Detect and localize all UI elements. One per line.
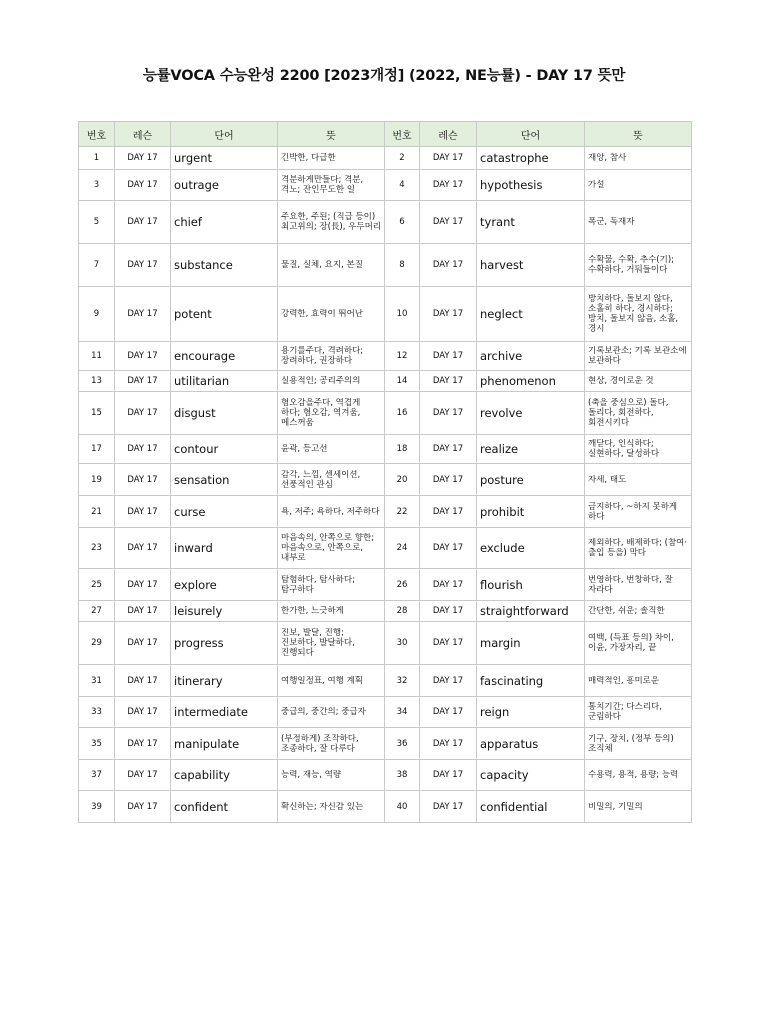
cell-meaning [585, 791, 692, 823]
cell-meaning [278, 392, 385, 435]
cell-num: 26 [385, 569, 420, 601]
meaning-text: 실용적인; 공리주의의 [281, 376, 361, 386]
table-row [79, 728, 692, 760]
cell-num: 13 [79, 371, 115, 392]
cell-lesson: DAY 17 [420, 244, 477, 287]
cell-word: phenomenon [477, 371, 585, 392]
meaning-text: 매력적인, 흥미로운 [588, 675, 660, 686]
cell-word: catastrophe [477, 147, 585, 170]
cell-lesson: DAY 17 [420, 601, 477, 622]
cell-meaning [585, 569, 692, 601]
cell-lesson: DAY 17 [115, 622, 171, 665]
table-row [79, 496, 692, 528]
header-number: 번호 [385, 122, 420, 147]
cell-num: 10 [385, 287, 420, 342]
meaning-text: 감각, 느낌, 센세이션, 선풍적인 관심 [281, 469, 361, 490]
meaning-text: 가설 [588, 180, 605, 190]
cell-num: 5 [79, 201, 115, 244]
cell-meaning [278, 791, 385, 823]
meaning-text: 물질, 실체, 요지, 본질 [281, 260, 363, 270]
cell-meaning [278, 147, 385, 170]
cell-meaning [585, 697, 692, 728]
table-row [79, 201, 692, 244]
cell-num: 15 [79, 392, 115, 435]
meaning-text: 현상, 경이로운 것 [588, 376, 654, 386]
cell-lesson: DAY 17 [420, 201, 477, 244]
meaning-text: 수용력, 용적, 용량; 능력 [588, 770, 679, 780]
cell-meaning [585, 665, 692, 697]
cell-meaning [585, 760, 692, 791]
cell-word: apparatus [477, 728, 585, 760]
cell-meaning [278, 170, 385, 201]
cell-num: 12 [385, 342, 420, 371]
table-row [79, 287, 692, 342]
cell-word: progress [171, 622, 278, 665]
cell-word: outrage [171, 170, 278, 201]
cell-lesson: DAY 17 [115, 697, 171, 728]
cell-meaning [585, 170, 692, 201]
meaning-text: 여행일정표, 여행 계획 [281, 675, 364, 686]
cell-num: 34 [385, 697, 420, 728]
cell-meaning [278, 201, 385, 244]
meaning-text: 깨닫다, 인식하다; 실현하다, 달성하다 [588, 439, 660, 459]
cell-lesson: DAY 17 [115, 760, 171, 791]
cell-word: explore [171, 569, 278, 601]
cell-word: posture [477, 464, 585, 496]
cell-lesson: DAY 17 [420, 791, 477, 823]
cell-lesson: DAY 17 [420, 342, 477, 371]
cell-word: archive [477, 342, 585, 371]
cell-meaning [585, 528, 692, 569]
cell-lesson: DAY 17 [420, 287, 477, 342]
meaning-text: 마음속의, 안쪽으로 향한; 마음속으로, 안쪽으로, 내부로 [281, 533, 375, 563]
cell-lesson: DAY 17 [115, 287, 171, 342]
cell-word: revolve [477, 392, 585, 435]
cell-num: 17 [79, 435, 115, 464]
meaning-text: 능력, 재능, 역량 [281, 770, 342, 780]
cell-word: neglect [477, 287, 585, 342]
cell-meaning [278, 601, 385, 622]
cell-lesson: DAY 17 [115, 665, 171, 697]
cell-meaning [585, 287, 692, 342]
header-meaning: 뜻 [585, 122, 692, 147]
table-row [79, 371, 692, 392]
table-row [79, 528, 692, 569]
table-row [79, 665, 692, 697]
table-row [79, 392, 692, 435]
cell-num: 38 [385, 760, 420, 791]
cell-word: realize [477, 435, 585, 464]
cell-meaning [278, 342, 385, 371]
table-row [79, 622, 692, 665]
cell-meaning [278, 728, 385, 760]
meaning-text: 용기를주다, 격려하다; 장려하다, 권장하다 [281, 346, 364, 366]
cell-num: 6 [385, 201, 420, 244]
meaning-text: 기록보관소; 기록 보관소에 보관하다 [588, 346, 687, 366]
cell-word: potent [171, 287, 278, 342]
meaning-text: 자세, 태도 [588, 474, 627, 485]
cell-lesson: DAY 17 [420, 760, 477, 791]
cell-word: disgust [171, 392, 278, 435]
cell-num: 29 [79, 622, 115, 665]
meaning-text: 주요한, 주된; (직급 등이) 최고위의; 장(長), 우두머리 [281, 212, 381, 232]
cell-num: 36 [385, 728, 420, 760]
cell-num: 40 [385, 791, 420, 823]
cell-lesson: DAY 17 [115, 244, 171, 287]
cell-lesson: DAY 17 [420, 371, 477, 392]
header-word: 단어 [477, 122, 585, 147]
cell-num: 4 [385, 170, 420, 201]
cell-lesson: DAY 17 [420, 147, 477, 170]
meaning-text: 중급의, 중간의; 중급자 [281, 707, 366, 717]
cell-word: straightforward [477, 601, 585, 622]
cell-word: sensation [171, 464, 278, 496]
cell-lesson: DAY 17 [420, 496, 477, 528]
table-row [79, 244, 692, 287]
meaning-text: 비밀의, 기밀의 [588, 801, 643, 812]
cell-num: 9 [79, 287, 115, 342]
cell-lesson: DAY 17 [420, 464, 477, 496]
header-lesson: 레슨 [115, 122, 171, 147]
meaning-text: 금지하다, ~하지 못하게 하다 [588, 501, 678, 522]
cell-num: 3 [79, 170, 115, 201]
cell-meaning [585, 201, 692, 244]
meaning-text: 번영하다, 번창하다, 잘 자라다 [588, 574, 673, 595]
cell-word: chief [171, 201, 278, 244]
cell-word: utilitarian [171, 371, 278, 392]
meaning-text: 윤곽, 등고선 [281, 444, 328, 454]
cell-lesson: DAY 17 [420, 665, 477, 697]
cell-word: hypothesis [477, 170, 585, 201]
cell-num: 16 [385, 392, 420, 435]
cell-num: 20 [385, 464, 420, 496]
header-number: 번호 [79, 122, 115, 147]
meaning-text: 제외하다, 배제하다; (참여·출입 등을) 막다 [588, 538, 688, 558]
cell-num: 30 [385, 622, 420, 665]
table-row [79, 760, 692, 791]
cell-lesson: DAY 17 [420, 528, 477, 569]
cell-word: itinerary [171, 665, 278, 697]
cell-num: 19 [79, 464, 115, 496]
meaning-text: 수확물, 수확, 추수(기); 수확하다, 거둬들이다 [588, 255, 674, 275]
meaning-text: 혐오감을주다, 역겹게 하다; 혐오감, 역겨움, 메스꺼움 [281, 398, 361, 428]
cell-lesson: DAY 17 [115, 371, 171, 392]
cell-meaning [278, 287, 385, 342]
table-header-row [79, 122, 692, 147]
cell-meaning [585, 147, 692, 170]
cell-num: 27 [79, 601, 115, 622]
cell-word: capacity [477, 760, 585, 791]
cell-meaning [278, 528, 385, 569]
header-word: 단어 [171, 122, 278, 147]
cell-lesson: DAY 17 [420, 170, 477, 201]
cell-word: exclude [477, 528, 585, 569]
cell-lesson: DAY 17 [115, 569, 171, 601]
cell-num: 7 [79, 244, 115, 287]
cell-word: intermediate [171, 697, 278, 728]
meaning-text: 여백, (득표 등의) 차이, 이윤, 가장자리, 끝 [588, 633, 674, 653]
cell-num: 11 [79, 342, 115, 371]
meaning-text: 재앙, 참사 [588, 153, 627, 163]
cell-meaning [278, 435, 385, 464]
cell-word: inward [171, 528, 278, 569]
meaning-text: 격분하게만들다; 격분, 격노; 잔인무도한 일 [281, 175, 364, 195]
cell-num: 39 [79, 791, 115, 823]
cell-num: 37 [79, 760, 115, 791]
cell-lesson: DAY 17 [115, 601, 171, 622]
cell-lesson: DAY 17 [420, 569, 477, 601]
cell-meaning [278, 665, 385, 697]
meaning-text: 통치기간; 다스리다, 군림하다 [588, 702, 662, 722]
cell-lesson: DAY 17 [115, 170, 171, 201]
cell-word: leisurely [171, 601, 278, 622]
cell-meaning [278, 464, 385, 496]
cell-num: 32 [385, 665, 420, 697]
cell-word: harvest [477, 244, 585, 287]
meaning-text: 기구, 장치, (정부 등의) 조직체 [588, 733, 674, 754]
table-row [79, 170, 692, 201]
cell-lesson: DAY 17 [420, 435, 477, 464]
meaning-text: 탐험하다, 탐사하다; 탐구하다 [281, 574, 355, 595]
cell-word: fascinating [477, 665, 585, 697]
table-row [79, 342, 692, 371]
cell-word: reign [477, 697, 585, 728]
cell-num: 8 [385, 244, 420, 287]
cell-num: 23 [79, 528, 115, 569]
cell-word: flourish [477, 569, 585, 601]
cell-num: 25 [79, 569, 115, 601]
cell-word: encourage [171, 342, 278, 371]
meaning-text: 방치하다, 돌보지 않다, 소홀히 하다, 경시하다; 방치, 돌보지 않음, 소홀, 경시 [588, 294, 679, 334]
meaning-text: 긴박한, 다급한 [281, 153, 336, 163]
cell-lesson: DAY 17 [115, 435, 171, 464]
cell-num: 31 [79, 665, 115, 697]
cell-lesson: DAY 17 [115, 528, 171, 569]
cell-lesson: DAY 17 [115, 147, 171, 170]
cell-lesson: DAY 17 [420, 728, 477, 760]
cell-word: confident [171, 791, 278, 823]
meaning-text: 강력한, 효력이 뛰어난 [281, 309, 364, 319]
table-row [79, 697, 692, 728]
cell-num: 35 [79, 728, 115, 760]
cell-lesson: DAY 17 [420, 697, 477, 728]
cell-word: curse [171, 496, 278, 528]
meaning-text: (부정하게) 조작하다, 조종하다, 잘 다루다 [281, 733, 359, 754]
cell-meaning [585, 601, 692, 622]
cell-word: manipulate [171, 728, 278, 760]
cell-meaning [585, 435, 692, 464]
cell-meaning [278, 371, 385, 392]
cell-num: 1 [79, 147, 115, 170]
meaning-text: 확신하는; 자신감 있는 [281, 801, 364, 812]
cell-num: 21 [79, 496, 115, 528]
cell-num: 24 [385, 528, 420, 569]
meaning-text: 한가한, 느긋하게 [281, 606, 344, 616]
meaning-text: 간단한, 쉬운; 솔직한 [588, 606, 665, 616]
cell-word: contour [171, 435, 278, 464]
cell-word: prohibit [477, 496, 585, 528]
vocab-table [78, 121, 692, 823]
cell-word: tyrant [477, 201, 585, 244]
cell-meaning [278, 622, 385, 665]
cell-meaning [585, 244, 692, 287]
cell-lesson: DAY 17 [115, 464, 171, 496]
cell-meaning [278, 760, 385, 791]
cell-lesson: DAY 17 [115, 342, 171, 371]
cell-num: 22 [385, 496, 420, 528]
cell-num: 28 [385, 601, 420, 622]
cell-num: 33 [79, 697, 115, 728]
cell-word: urgent [171, 147, 278, 170]
meaning-text: 진보, 발달, 진행; 진보하다, 발달하다, 진행되다 [281, 628, 355, 658]
table-row [79, 435, 692, 464]
table-body [79, 147, 692, 823]
cell-word: confidential [477, 791, 585, 823]
table-row [79, 791, 692, 823]
cell-lesson: DAY 17 [115, 728, 171, 760]
header-meaning: 뜻 [278, 122, 385, 147]
header-lesson: 레슨 [420, 122, 477, 147]
meaning-text: 폭군, 독재자 [588, 217, 635, 227]
cell-meaning [585, 342, 692, 371]
cell-meaning [278, 569, 385, 601]
table-row [79, 147, 692, 170]
meaning-text: 욕, 저주; 욕하다, 저주하다 [281, 506, 380, 517]
cell-num: 14 [385, 371, 420, 392]
cell-meaning [585, 464, 692, 496]
cell-meaning [585, 496, 692, 528]
cell-meaning [585, 622, 692, 665]
cell-lesson: DAY 17 [115, 201, 171, 244]
cell-num: 2 [385, 147, 420, 170]
cell-word: margin [477, 622, 585, 665]
table-row [79, 601, 692, 622]
cell-meaning [585, 728, 692, 760]
cell-lesson: DAY 17 [115, 791, 171, 823]
cell-num: 18 [385, 435, 420, 464]
table-row [79, 464, 692, 496]
cell-lesson: DAY 17 [420, 622, 477, 665]
cell-word: capability [171, 760, 278, 791]
page-title: 능률VOCA 수능완성 2200 [2023개정] (2022, NE능률) - DAY 17 뜻만 [142, 68, 626, 84]
table-row [79, 569, 692, 601]
cell-lesson: DAY 17 [115, 496, 171, 528]
cell-word: substance [171, 244, 278, 287]
cell-meaning [278, 496, 385, 528]
meaning-text: (축을 중심으로) 돌다, 돌리다, 회전하다, 회전시키다 [588, 398, 669, 428]
cell-lesson: DAY 17 [420, 392, 477, 435]
cell-meaning [585, 392, 692, 435]
cell-meaning [278, 697, 385, 728]
cell-meaning [585, 371, 692, 392]
cell-lesson: DAY 17 [115, 392, 171, 435]
cell-meaning [278, 244, 385, 287]
